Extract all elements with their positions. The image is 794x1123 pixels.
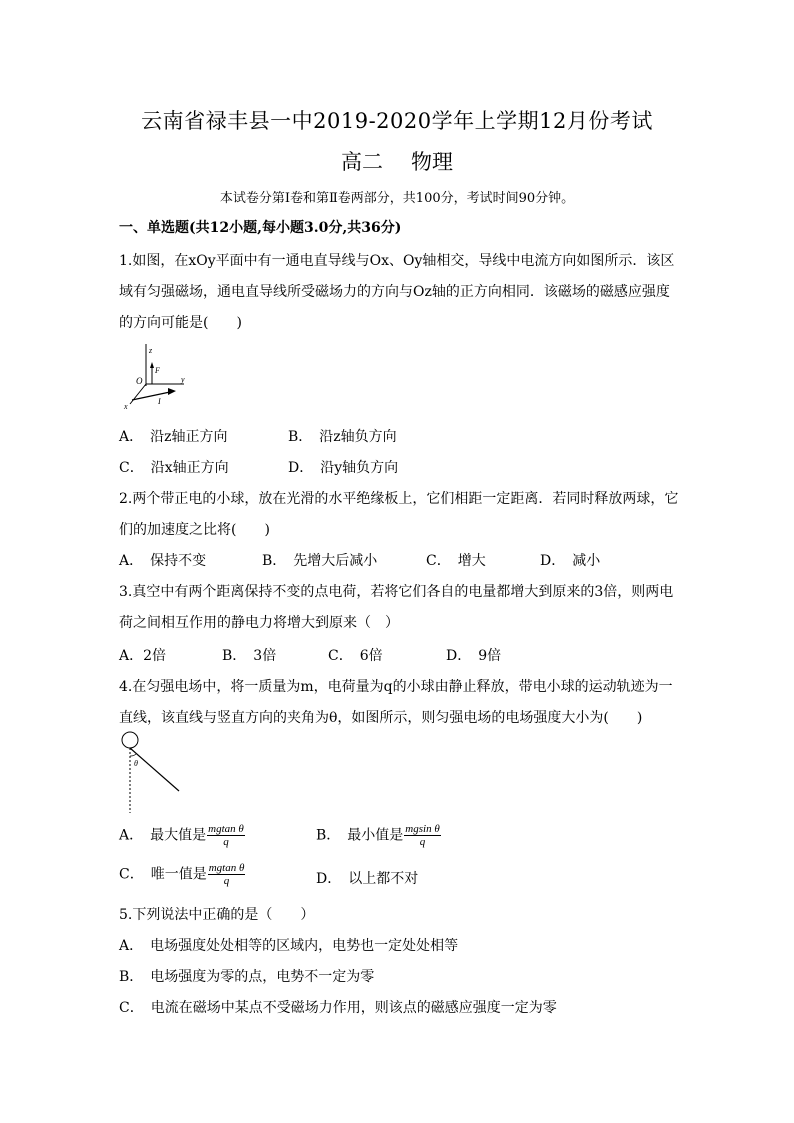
label-O: O: [136, 376, 143, 386]
label-I: I: [158, 397, 161, 406]
q5-option-c: C． 电流在磁场中某点不受磁场力作用，则该点的磁感应强度一定为零: [119, 1000, 557, 1016]
q5-option-a: A． 电场强度处处相等的区域内，电势也一定处处相等: [119, 938, 459, 954]
wire-line: [132, 392, 170, 400]
q3-line-2: 荷之间相互作用的静电力将增大到原来（ ）: [119, 615, 399, 631]
q4-line-1: 4.在匀强电场中，将一质量为m，电荷量为q的小球由静止释放，带电小球的运动轨迹为一: [119, 679, 673, 695]
q1-option-b: B． 沿z轴负方向: [288, 429, 397, 445]
label-F: F: [155, 366, 160, 375]
fraction-numerator: mgtan θ: [208, 823, 244, 835]
q5-option-b: B． 电场强度为零的点，电势不一定为零: [119, 969, 375, 985]
q3-option-c: C． 6倍: [328, 648, 383, 664]
q4-option-b: [316, 823, 441, 848]
q2-line-2: 们的加速度之比将( ): [119, 522, 270, 538]
q5-line-1: 5.下列说法中正确的是（ ）: [119, 907, 315, 923]
q4-ball-figure: [116, 729, 186, 813]
q4-option-c-text: C． 唯一值是: [119, 866, 207, 883]
label-theta: θ: [134, 759, 138, 768]
q3-option-a: A．2倍: [119, 648, 167, 664]
current-arrow-head: [168, 388, 176, 395]
force-arrow-head: [150, 362, 154, 368]
q3-line-1: 3.真空中有两个距离保持不变的点电荷，若将它们各自的电量都增大到原来的3倍，则两电: [119, 584, 674, 600]
q3-option-b: B． 3倍: [222, 648, 277, 664]
q4-line-2: 直线，该直线与竖直方向的夹角为θ，如图所示，则匀强电场的电场强度大小为( ): [119, 710, 643, 726]
q2-option-c: C． 增大: [426, 553, 486, 569]
q4-option-c: [119, 862, 245, 887]
exam-title: 云南省禄丰县一中2019-2020学年上学期12月份考试: [141, 109, 653, 133]
label-z: z: [149, 346, 153, 355]
q1-option-d: D． 沿y轴负方向: [288, 460, 399, 476]
q4-option-b-text: B． 最小值是: [316, 827, 404, 844]
q1-line-3: 的方向可能是( ): [119, 315, 242, 331]
q4-option-d: D． 以上都不对: [316, 871, 419, 887]
label-y: y: [181, 375, 185, 384]
trajectory-line: [130, 748, 179, 791]
q4-option-a-text: A． 最大值是: [119, 827, 207, 844]
exam-note: 本试卷分第Ⅰ卷和第Ⅱ卷两部分，共100分，考试时间90分钟。: [219, 191, 575, 206]
fraction-denominator: q: [419, 836, 426, 848]
q2-option-b: B． 先增大后减小: [262, 553, 378, 569]
q4-option-c-fraction: [208, 862, 246, 887]
q2-line-1: 2.两个带正电的小球，放在光滑的水平绝缘板上，它们相距一定距离．若同时释放两球，它: [119, 491, 679, 507]
q1-option-a: A． 沿z轴正方向: [119, 429, 228, 445]
fraction-denominator: q: [223, 875, 230, 887]
q2-option-a: A． 保持不变: [119, 553, 207, 569]
fraction-numerator: mgsin θ: [405, 823, 440, 835]
fraction-numerator: mgtan θ: [208, 862, 245, 874]
exam-subtitle: [0, 146, 794, 176]
fraction-denominator: q: [223, 836, 229, 848]
q4-option-a-fraction: [207, 823, 245, 848]
q1-axes-figure: [118, 340, 198, 412]
q4-option-a: [119, 823, 245, 848]
x-axis: [130, 384, 146, 404]
subject-label: 物理: [411, 150, 453, 174]
q3-option-d: D． 9倍: [446, 648, 502, 664]
q2-option-d: D． 减小: [540, 553, 601, 569]
grade-label: 高二: [341, 150, 383, 174]
angle-arc: [130, 754, 136, 756]
section-heading: 一、单选题(共12小题,每小题3.0分,共36分): [119, 220, 402, 236]
q1-option-c: C． 沿x轴正方向: [119, 460, 229, 476]
label-x: x: [124, 402, 128, 411]
q4-option-b-fraction: [404, 823, 440, 848]
charged-ball: [122, 732, 138, 748]
q1-line-2: 域有匀强磁场，通电直导线所受磁场力的方向与Oz轴的正方向相同．该磁场的磁感应强度: [119, 284, 670, 300]
q1-line-1: 1.如图，在xOy平面中有一通电直导线与Ox、Oy轴相交，导线中电流方向如图所示．该区: [119, 253, 675, 269]
